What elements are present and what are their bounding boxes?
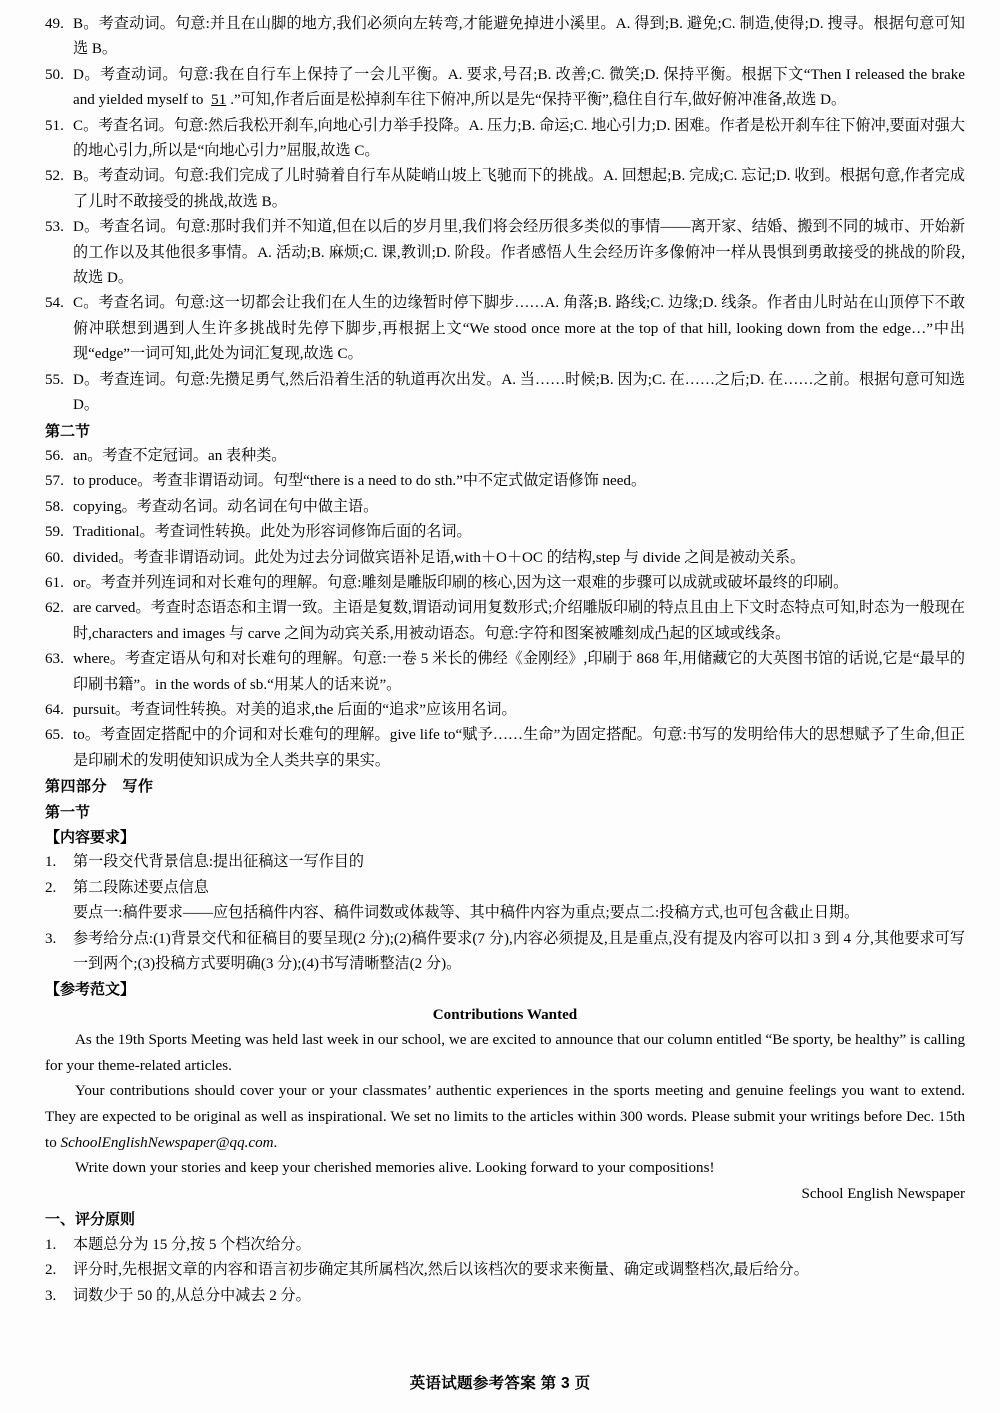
essay-paragraph-2-text-a: Your contributions should cover your or your classmates’ authentic experiences in the sports meeting and genuine feelings you want to extend. They are expected to be original as well as inspirational. We set no limits to the articles within 300 words. Please submit your writings before Dec. 15th to — [45, 1083, 965, 1151]
answer-entry-62 — [45, 596, 965, 647]
answer-text-51: C。考查名词。句意:然后我松开刹车,向地心引力举手投降。A. 压力;B. 命运;C. 地心引力;D. 困难。作者是松开刹车往下俯冲,要面对强大的地心引力,所以是“向地心引力”屈服,故选 C。 — [73, 117, 965, 160]
answer-number-64: 64. — [45, 701, 64, 718]
answer-number-51: 51. — [45, 117, 64, 134]
content-requirements-heading: 【内容要求】 — [45, 829, 136, 846]
content-req-text-3: 参考给分点:(1)背景交代和征稿目的要呈现(2 分);(2)稿件要求(7 分),内容必须提及,且是重点,没有提及内容可以扣 3 到 4 分,其他要求可写一到两个;(3)投稿方式要明确(3 分);(4)书写清晰整洁(2 分)。 — [73, 930, 965, 973]
answer-text-52: B。考查动词。句意:我们完成了儿时骑着自行车从陡峭山坡上飞驰而下的挑战。A. 回想起;B. 完成;C. 忘记;D. 收到。根据句意,作者完成了儿时不敢接受的挑战,故选 B。 — [73, 168, 965, 210]
answer-number-58: 58. — [45, 498, 64, 515]
answer-number-56: 56. — [45, 447, 64, 464]
essay-signature: School English Newspaper — [801, 1185, 965, 1202]
essay-title: Contributions Wanted — [432, 1006, 578, 1023]
essay-paragraph-1: As the 19th Sports Meeting was held last week in our school, we are excited to announce that our column entitled “Be sporty, be healthy” is calling for your theme-related articles. — [45, 1032, 965, 1074]
answer-entry-55 — [45, 368, 965, 419]
content-req-text-2: 第二段陈述要点信息 — [73, 879, 209, 896]
answer-blank-51: 51 — [211, 92, 227, 109]
answer-entry-60 — [45, 546, 965, 571]
answer-number-53: 53. — [45, 219, 64, 236]
scoring-item-1 — [45, 1233, 965, 1258]
answer-number-59: 59. — [45, 524, 64, 541]
answer-number-50: 50. — [45, 66, 64, 83]
content-req-item-1 — [45, 850, 965, 875]
scoring-number-1: 1. — [45, 1236, 57, 1253]
answer-text-56: an。考查不定冠词。an 表种类。 — [73, 447, 287, 464]
scoring-number-3: 3. — [45, 1287, 57, 1304]
answer-number-52: 52. — [45, 168, 64, 185]
content-req-number-3: 3. — [45, 930, 57, 947]
answer-text-58: copying。考查动名词。动名词在句中做主语。 — [73, 498, 379, 515]
answer-entry-56 — [45, 444, 965, 469]
page-body — [45, 12, 965, 1309]
answer-entry-51 — [45, 114, 965, 165]
answer-number-55: 55. — [45, 371, 64, 388]
answer-number-49: 49. — [45, 16, 64, 32]
answer-text-60: divided。考查非谓语动词。此处为过去分词做宾语补足语,with＋O＋OC 的结构,step 与 divide 之间是被动关系。 — [73, 549, 806, 566]
essay-paragraph-3: Write down your stories and keep your cherished memories alive. Looking forward to your compositions! — [75, 1160, 715, 1177]
page-footer: 英语试题参考答案 第 3 页 — [409, 1375, 591, 1392]
content-req-number-2: 2. — [45, 879, 57, 896]
scoring-principles-heading: 一、评分原则 — [45, 1211, 136, 1229]
part-four-subheading: 第一节 — [45, 803, 91, 821]
answer-entry-63 — [45, 647, 965, 698]
scoring-number-2: 2. — [45, 1262, 57, 1279]
answer-entry-61 — [45, 571, 965, 596]
answer-entry-52 — [45, 164, 965, 215]
answer-entry-49 — [45, 12, 965, 63]
content-req-text-1: 第一段交代背景信息:提出征稿这一写作目的 — [73, 854, 364, 871]
answer-text-54: C。考查名词。句意:这一切都会让我们在人生的边缘暂时停下脚步……A. 角落;B. 路线;C. 边缘;D. 线条。作者由儿时站在山顶停下不敢俯冲联想到遇到人生许多挑战时先停下脚步,再根据上文“We stood once more at the top of that hill, looking down from the edge…”中出现“edge”一词可知,此处为词汇复现,故选 C。 — [73, 295, 965, 363]
answer-number-63: 63. — [45, 651, 64, 668]
essay-paragraph-2 — [45, 1079, 965, 1156]
answer-number-61: 61. — [45, 574, 64, 591]
answer-entry-53 — [45, 215, 965, 291]
content-req-item-2 — [45, 876, 965, 901]
answer-entry-58 — [45, 495, 965, 520]
sample-essay-heading: 【参考范文】 — [45, 981, 136, 999]
scoring-text-1: 本题总分为 15 分,按 5 个档次给分。 — [73, 1236, 311, 1253]
answer-text-62: are carved。考查时态语态和主谓一致。主语是复数,谓语动词用复数形式;介绍雕版印刷的特点且由上下文时态特点可知,时态为一般现在时,characters and images 与 carve 之间为动宾关系,用被动语态。句意:字符和图案被雕刻成凸起的区域或线条。 — [73, 600, 965, 642]
answer-entry-50 — [45, 63, 965, 114]
answer-entry-65 — [45, 723, 965, 774]
answer-text-50-before-blank: D。考查动词。句意:我在自行车上保持了一会儿平衡。A. 要求,号召;B. 改善;C. 微笑;D. 保持平衡。根据下文“Then I released the brake and yielded myself to — [73, 66, 965, 109]
answer-number-65: 65. — [45, 727, 64, 744]
part-four-heading: 第四部分 写作 — [45, 778, 154, 796]
scoring-text-2: 评分时,先根据文章的内容和语言初步确定其所属档次,然后以该档次的要求来衡量、确定或调整档次,最后给分。 — [73, 1262, 809, 1279]
content-req-item-3 — [45, 927, 965, 978]
answer-number-62: 62. — [45, 600, 64, 617]
content-req-number-1: 1. — [45, 854, 57, 871]
answer-text-59: Traditional。考查词性转换。此处为形容词修饰后面的名词。 — [73, 524, 472, 541]
answer-number-60: 60. — [45, 549, 64, 566]
essay-paragraph-2-text-b: . — [273, 1134, 278, 1151]
answer-entry-57 — [45, 469, 965, 494]
answer-text-53: D。考查名词。句意:那时我们并不知道,但在以后的岁月里,我们将会经历很多类似的事情——离开家、结婚、搬到不同的城市、开始新的工作以及其他很多事情。A. 活动;B. 麻烦;C. 课,教训;D. 阶段。作者感悟人生会经历许多像俯冲一样从畏惧到勇敢接受的挑战的阶段,故选 D。 — [73, 219, 965, 287]
content-req-item-2-detail: 要点一:稿件要求——应包括稿件内容、稿件词数或体裁等、其中稿件内容为重点;要点二:投稿方式,也可包含截止日期。 — [73, 905, 860, 922]
answer-entry-59 — [45, 520, 965, 545]
essay-email-address: SchoolEnglishNewspaper@qq.com — [60, 1134, 274, 1151]
answer-entry-64 — [45, 698, 965, 723]
answer-number-57: 57. — [45, 473, 64, 490]
answer-entry-54 — [45, 291, 965, 367]
answer-text-64: pursuit。考查词性转换。对美的追求,the 后面的“追求”应该用名词。 — [73, 701, 517, 718]
scoring-text-3: 词数少于 50 的,从总分中减去 2 分。 — [73, 1287, 311, 1304]
answer-text-57: to produce。考查非谓语动词。句型“there is a need to do sth.”中不定式做定语修饰 need。 — [73, 473, 647, 490]
answer-text-65: to。考查固定搭配中的介词和对长难句的理解。give life to“赋予……生命”为固定搭配。句意:书写的发明给伟大的思想赋予了生命,但正是印刷术的发明使知识成为全人类共享的果实。 — [73, 727, 965, 769]
answer-text-55: D。考查连词。句意:先攒足勇气,然后沿着生活的轨道再次出发。A. 当……时候;B. 因为;C. 在……之后;D. 在……之前。根据句意可知选 D。 — [73, 371, 965, 414]
scoring-item-2 — [45, 1258, 965, 1283]
answer-text-50-after-blank: .”可知,作者后面是松掉刹车往下俯冲,所以是先“保持平衡”,稳住自行车,做好俯冲准备,故选 D。 — [230, 92, 847, 109]
answer-text-49: B。考查动词。句意:并且在山脚的地方,我们必须向左转弯,才能避免掉进小溪里。A. 得到;B. 避免;C. 制造,使得;D. 搜寻。根据句意可知选 B。 — [73, 16, 965, 58]
section-heading-two: 第二节 — [45, 422, 91, 440]
answer-text-61: or。考查并列连词和对长难句的理解。句意:雕刻是雕版印刷的核心,因为这一艰难的步骤可以成就或破坏最终的印刷。 — [73, 574, 849, 591]
answer-number-54: 54. — [45, 295, 64, 312]
scoring-item-3 — [45, 1284, 965, 1309]
answer-text-63: where。考查定语从句和对长难句的理解。句意:一卷 5 米长的佛经《金刚经》,印刷于 868 年,用储藏它的大英图书馆的话说,它是“最早的印刷书籍”。in the words of sb.“用某人的话来说”。 — [73, 651, 965, 693]
